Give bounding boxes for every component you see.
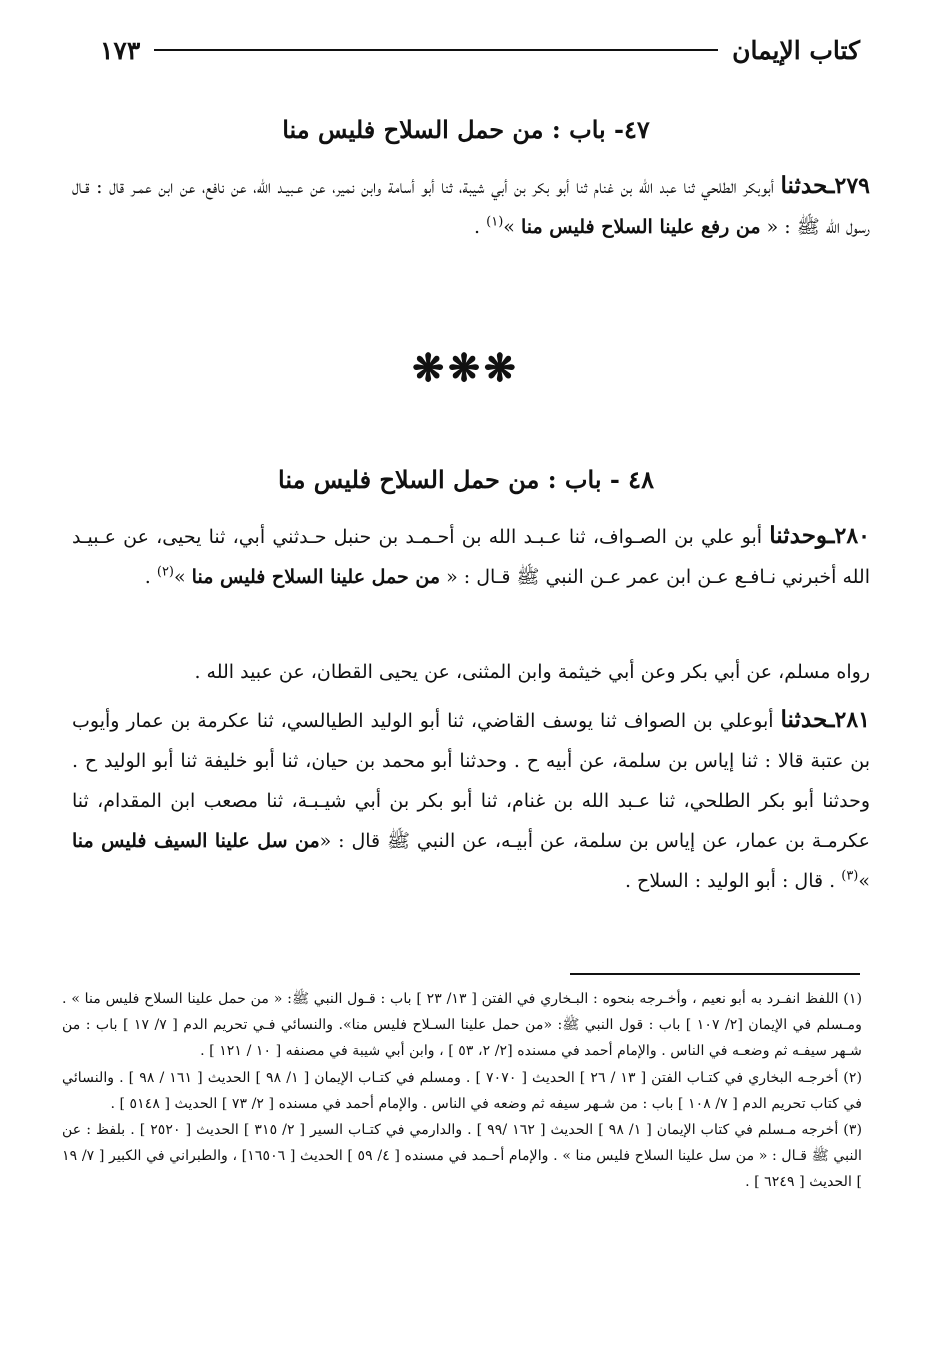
hadith-number: ٢٨١ bbox=[834, 707, 870, 733]
hadith-end: . bbox=[144, 566, 157, 588]
riwaya-note: رواه مسلم، عن أبي بكر وعن أبي خيثمة وابن المثنى، عن يحيى القطان، عن عبيد الله . bbox=[194, 661, 870, 683]
footnote-3: (٣) أخرجه مـسلم في كتاب الإيمان [ ١/ ٩٨ ] الحديث [ ١٦٢ /٩٩ ] . والدارمي في كتـاب السير [ ٢/ ٣١٥ ] الحديث [ ٢٥٢٠ ] . بلفظ : عن النبي ﷺ قـال : « من سل علينا السلاح فليس منا » . والإمام أحـمد في مسنده [ ٤/ ٥٩ ] الحديث [ ١٦٥٠٦] ، والطبراني في الكبير [ ٧/ ١٩ ] الحديث [ ٦٢٤٩ ] . bbox=[62, 1122, 863, 1191]
book-title: كتاب الإيمان bbox=[732, 35, 860, 65]
hadith-number: ٢٨٠ bbox=[834, 523, 870, 549]
hadith-end: . bbox=[474, 216, 487, 238]
running-header bbox=[100, 30, 860, 70]
hadith-matn: من رفع علينا السلاح فليس منا bbox=[520, 216, 761, 238]
hadith-end: . قال : أبو الوليد : السلاح . bbox=[624, 870, 842, 892]
hadith-isnad: أبوعلي بن الصواف ثنا يوسف القاضي، ثنا أبو الوليد الطيالسي، ثنا عكرمة بن عمار وأيوب بن عتبة قالا : ثنا إياس بن سلمة، عن أبيه ح . وحدثنا أبو محمد بن حيان، ثنا أبو خليفة ثنا أبو الوليد ح . وحدثنا أبو بكر الطلحي، ثنا عـبد الله بن غنام، ثنا أبو بكر بن أبي شيـبـة، ثنا مصعب ابن المقدام، ثنا عكرمـة بن عمار، عن إياس بن سلمة، عن أبيـه، عن النبي ﷺ قال : « bbox=[72, 710, 870, 852]
quote-close: » bbox=[858, 870, 870, 892]
header-rule bbox=[154, 49, 718, 51]
hadith-matn: من حمل علينا السلاح فليس منا bbox=[191, 566, 441, 588]
hadith-lead-word: ـوحدثنا bbox=[769, 522, 835, 549]
chapter-heading-48: ٤٨ - باب : من حمل السلاح فليس منا bbox=[278, 465, 654, 494]
hadith-280 bbox=[72, 516, 870, 597]
footnotes bbox=[62, 986, 862, 1196]
hadith-isnad: أبوبكر الطلحي ثنا عبد الله بن غنام ثنا أبو بكر بن أبي شيبة، ثنا أبو أسامة وابن نمير، عن عـبيـد الله، عن نافع، عن ابن عمـر قال : قـال رسول الله ﷺ : « bbox=[72, 176, 870, 238]
hadith-isnad: أبو علي بن الصـواف، ثنا عـبـد الله بن أحـمـد بن حنبل حـدثني أبي، ثنا يحيى، عن عـبيـد الله أخبرني نـافـع عـن ابن عمر عـن النبي ﷺ قـال : « bbox=[72, 526, 870, 588]
page-number: ١٧٣ bbox=[100, 35, 141, 65]
hadith-lead-word: ـحدثنا bbox=[780, 172, 835, 199]
quote-close: » bbox=[503, 216, 521, 238]
hadith-279 bbox=[72, 166, 870, 247]
hadith-281 bbox=[72, 700, 870, 901]
footnote-ref[interactable]: (٢) bbox=[156, 564, 174, 580]
footnote-1: (١) اللفظ انفـرد به أبو نعيم ، وأخـرجه بنحوه : البـخاري في الفتن [ ١٣/ ٢٣ ] باب : قـول النبي ﷺ: « من حمل علينا السلاح فليس منا » . ومـسلم في الإيمان [٢/ ١٠٧ ] باب : قول النبي ﷺ: «من حمل علينا السـلاح فليس منا». والنسائي فـي تحريم الدم [ ٧/ ١٧ ] باب : من شـهر سيفـه ثم وضعـه في الناس . والإمام أحمد في مسنده [٢/ ٢، ٥٣ ] ، وابن أبي شيبة في مصنفه [ ١٠ / ١٢١ ] . bbox=[62, 991, 862, 1060]
footnote-2: (٢) أخرجـه البخاري في كتـاب الفتن [ ١٣ / ٢٦ ] الحديث [ ٧٠٧٠ ] . ومسلم في كتـاب الإيمان [ ١/ ٩٨ ] الحديث [ ١٦١ / ٩٨ ] . والنسائي في كتاب تحريم الدم [ ٧/ ١٠٨ ] باب : من شـهر سيفه ثم وضعه في الناس . والإمام أحمد في مسنده [ ٢/ ٧٣ ] الحديث [ ٥١٤٨ ] . bbox=[62, 1069, 862, 1112]
hadith-matn: من سل علينا السيف فليس منا bbox=[72, 830, 320, 852]
footnote-separator bbox=[570, 973, 860, 975]
footnote-ref[interactable]: (١) bbox=[486, 214, 504, 230]
hadith-lead-word: ـحدثنا bbox=[780, 706, 835, 733]
chapter-heading-47: ٤٧- باب : من حمل السلاح فليس منا bbox=[282, 115, 650, 144]
quote-close: » bbox=[174, 566, 192, 588]
section-separator: ❋❋❋ bbox=[412, 345, 520, 390]
hadith-number: ٢٧٩ bbox=[834, 173, 870, 199]
footnote-ref[interactable]: (٣) bbox=[841, 868, 859, 884]
